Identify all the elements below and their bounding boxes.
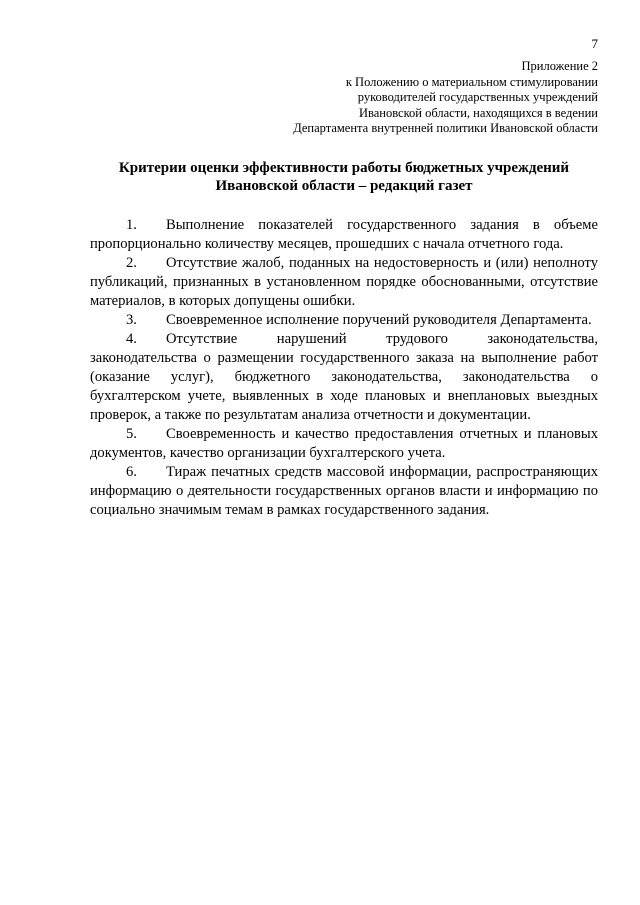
criterion-text: Тираж печатных средств массовой информации, распространяющих информацию о деятельности государственных органов власти и информацию по социально значимым темам в рамках государственного задания. xyxy=(90,463,598,518)
criterion-number: 5. xyxy=(126,425,137,442)
criterion-item xyxy=(90,463,598,520)
appendix-line: Ивановской области, находящихся в ведении xyxy=(358,105,598,120)
criterion-number: 3. xyxy=(126,311,137,328)
appendix-header xyxy=(90,59,598,137)
criterion-text: Отсутствие жалоб, поданных на недостоверность и (или) неполноту публикаций, признанных в установленном порядке обоснованными, отсутствие материалов, в которых допущены ошибки. xyxy=(90,254,598,309)
criterion-text: Отсутствие нарушений трудового законодательства, законодательства о размещении государственного заказа на выполнение работ (оказание услуг), бюджетного законодательства, законодательства о бухгалтерском учете, выявленных в ходе плановых и внеплановых выездных проверок, а также по результатам анализа отчетности и документации. xyxy=(90,330,598,423)
criterion-text: Своевременность и качество предоставления отчетных и плановых документов, качество организации бухгалтерского учета. xyxy=(90,425,598,461)
criterion-item xyxy=(90,330,598,425)
criterion-number: 4. xyxy=(126,330,137,347)
criteria-list xyxy=(90,216,598,520)
criterion-number: 2. xyxy=(126,254,137,271)
criterion-item xyxy=(90,254,598,311)
document-title xyxy=(90,159,598,195)
criterion-number: 6. xyxy=(126,463,137,480)
criterion-item xyxy=(90,216,598,254)
appendix-line: Приложение 2 xyxy=(521,59,598,73)
appendix-line: Департамента внутренней политики Ивановской области xyxy=(293,121,598,135)
criterion-item xyxy=(90,425,598,463)
criterion-item xyxy=(90,311,598,330)
criterion-text: Своевременное исполнение поручений руководителя Департамента. xyxy=(166,311,592,328)
criterion-number: 1. xyxy=(126,216,137,233)
page-number: 7 xyxy=(591,36,598,51)
appendix-line: руководителей государственных учреждений xyxy=(357,90,598,104)
appendix-line: к Положению о материальном стимулировании xyxy=(345,74,598,89)
document-title-line-2: Ивановской области – редакций газет xyxy=(215,177,473,194)
criterion-text: Выполнение показателей государственного задания в объеме пропорционально количеству месяцев, прошедших с начала отчетного года. xyxy=(90,216,598,252)
document-title-line-1: Критерии оценки эффективности работы бюджетных учреждений xyxy=(118,159,570,176)
